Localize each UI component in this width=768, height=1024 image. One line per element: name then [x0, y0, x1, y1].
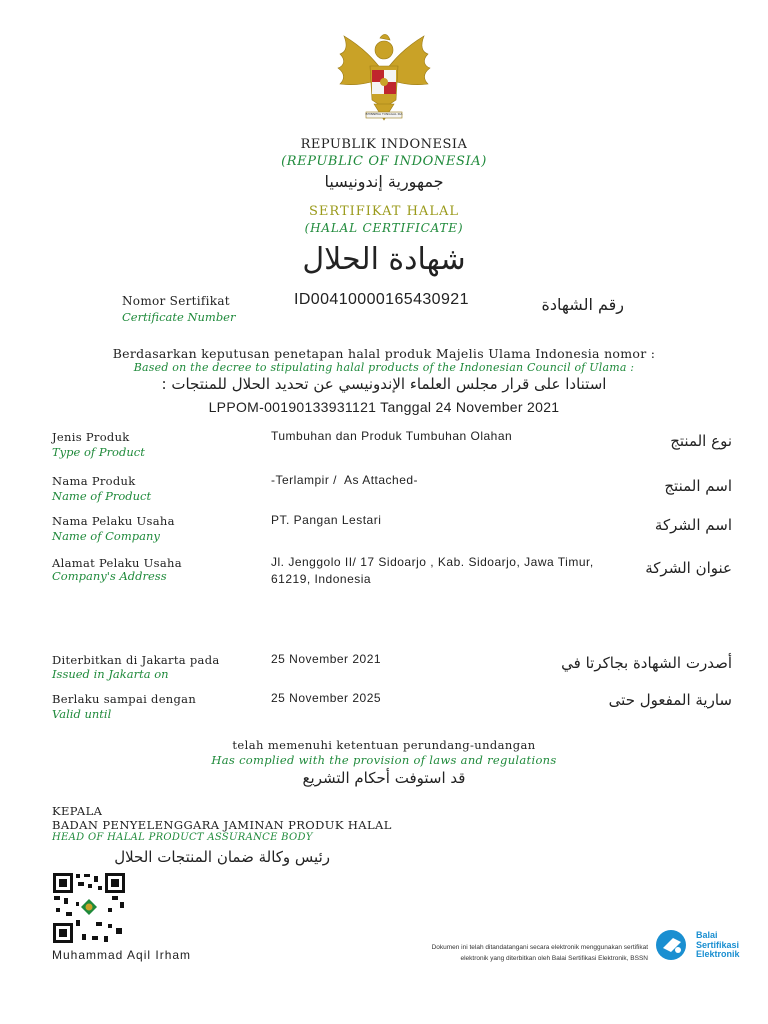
field-label-ar: نوع المنتج — [670, 432, 732, 450]
e-signature-note-line1: Dokumen ini telah ditandatangani secara elektronik menggunakan sertifikat — [431, 944, 648, 951]
field-value: 25 November 2025 — [271, 691, 382, 705]
basis-text-id: Berdasarkan keputusan penetapan halal produk Majelis Ulama Indonesia nomor : — [112, 346, 656, 361]
field-label-ar: اسم الشركة — [654, 516, 732, 534]
field-label-ar: أصدرت الشهادة بجاكرتا في — [561, 654, 732, 672]
field-value: Jl. Jenggolo II/ 17 Sidoarjo , Kab. Sidoarjo, Jawa Timur, 61219, Indonesia — [271, 555, 594, 586]
signatory-name: Muhammad Aqil Irham — [52, 948, 192, 962]
cert-number-label-id: Nomor Sertifikat — [122, 294, 230, 308]
bsre-logo-icon — [654, 928, 690, 962]
field-label-id: Alamat Pelaku Usaha — [52, 556, 182, 570]
field-label-id: Diterbitkan di Jakarta pada — [52, 653, 220, 667]
field-label-id: Nama Pelaku Usaha — [52, 514, 175, 528]
bsre-line3: Elektronik — [696, 949, 740, 959]
field-label-en: Valid until — [52, 707, 112, 721]
field-label-en: Name of Product — [52, 489, 152, 503]
basis-text-en: Based on the decree to stipulating halal products of the Indonesian Council of Ulama : — [133, 361, 635, 374]
cert-title-en: (HALAL CERTIFICATE) — [304, 221, 464, 235]
field-label-ar: عنوان الشركة — [645, 559, 732, 577]
compliance-text-ar: قد استوفت أحكام التشريع — [302, 769, 466, 787]
bsre-line2: Sertifikasi — [696, 939, 740, 950]
country-name-id: REPUBLIK INDONESIA — [300, 137, 468, 152]
basis-text-ar: استنادا على قرار مجلس العلماء الإندونيسي عن تحديد الحلال للمنتجات : — [161, 375, 607, 393]
field-label-ar: سارية المفعول حتى — [608, 691, 732, 709]
cert-number-value: ID00410000165430921 — [294, 291, 469, 308]
qr-code-icon — [52, 872, 126, 944]
basis-decree: LPPOM-00190133931121 Tanggal 24 November 2021 — [208, 399, 560, 415]
country-name-ar: جمهورية إندونيسيا — [324, 172, 444, 191]
field-value: 25 November 2021 — [271, 652, 382, 666]
cert-number-label-en: Certificate Number — [122, 310, 236, 324]
field-value: -Terlampir / As Attached- — [271, 473, 419, 487]
field-value: Tumbuhan dan Produk Tumbuhan Olahan — [271, 429, 513, 443]
cert-title-ar: شهادة الحلال — [302, 242, 466, 277]
cert-number-label-ar: رقم الشهادة — [541, 295, 624, 314]
signatory-title1: KEPALA — [52, 804, 103, 818]
compliance-text-id: telah memenuhi ketentuan perundang-undangan — [232, 738, 536, 752]
signatory-title2: BADAN PENYELENGGARA JAMINAN PRODUK HALAL — [52, 818, 392, 832]
e-signature-note — [350, 942, 648, 964]
field-label-en: Issued in Jakarta on — [52, 667, 169, 681]
field-label-id: Berlaku sampai dengan — [52, 692, 197, 706]
field-label-ar: اسم المنتج — [664, 477, 732, 495]
cert-title-id: SERTIFIKAT HALAL — [309, 204, 459, 219]
field-label-en: Type of Product — [52, 445, 145, 459]
e-signature-note-line2: elektronik yang diterbitkan oleh Balai Sertifikasi Elektronik, BSSN — [460, 955, 648, 962]
field-label-id: Nama Produk — [52, 474, 136, 488]
bsre-line1: Balai — [696, 930, 718, 940]
field-label-en: Company's Address — [52, 569, 167, 583]
field-label-en: Name of Company — [52, 529, 160, 543]
signatory-title-ar: رئيس وكالة ضمان المنتجات الحلال — [114, 848, 330, 866]
field-value: PT. Pangan Lestari — [271, 513, 382, 527]
field-label-id: Jenis Produk — [52, 430, 130, 444]
emblem-motto: BHINNEKA TUNGGAL IKA — [365, 112, 403, 116]
signatory-title-en: HEAD OF HALAL PRODUCT ASSURANCE BODY — [52, 832, 313, 843]
compliance-text-en: Has complied with the provision of laws and regulations — [211, 753, 557, 767]
country-name-en: (REPUBLIC OF INDONESIA) — [281, 154, 487, 169]
bsre-logo-text — [696, 931, 740, 960]
